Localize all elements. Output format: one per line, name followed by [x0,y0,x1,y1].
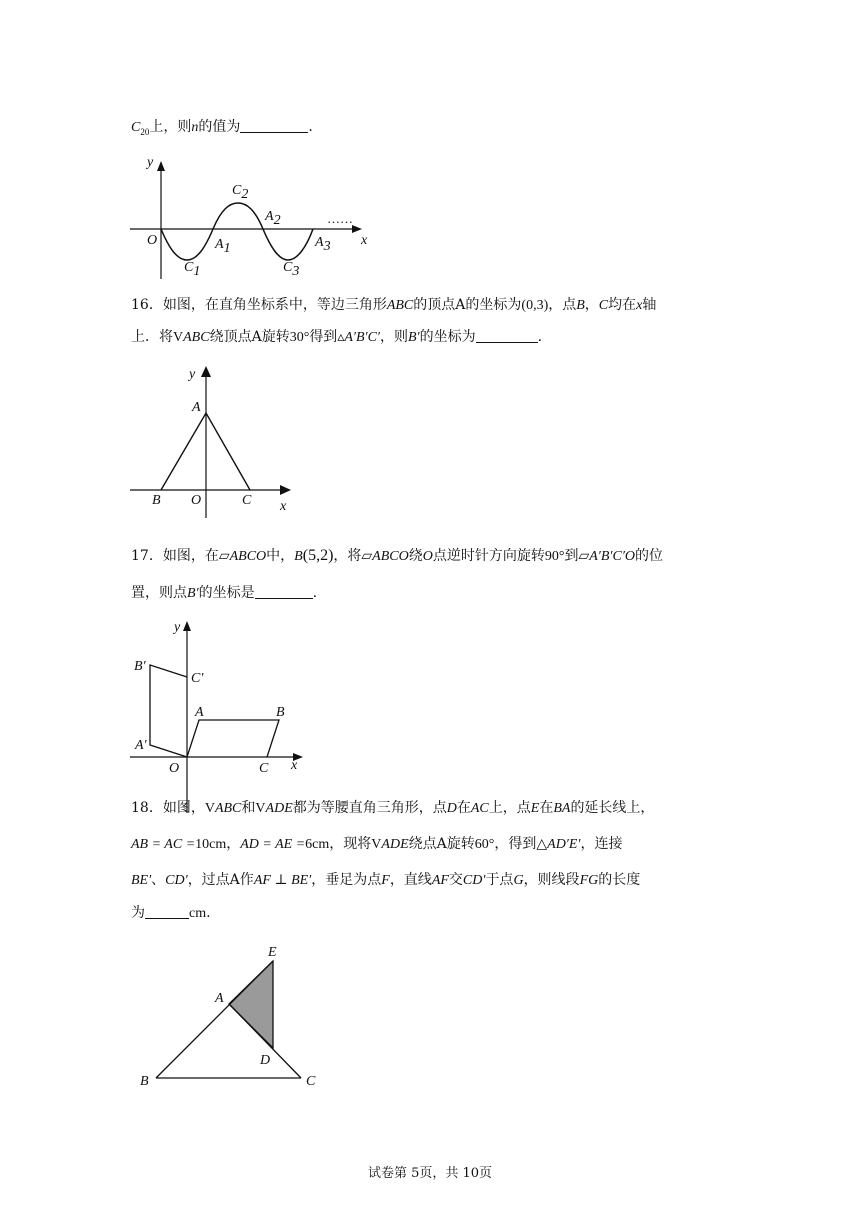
q15-text-post: 的值为 [198,119,241,135]
q15-answer-blank[interactable] [240,118,308,133]
page-footer: 试卷第 5页，共 10页 [367,1166,493,1181]
label-o: O [169,761,180,776]
q15-var-n: n [191,120,199,135]
q18-line-3: BE′、CD′，过点A作AF ⊥ BE′，垂足为点F，直线AF交CD′于点G，则线段FG的长度 [131,872,641,888]
q15-text-pre: 上，则 [149,119,192,135]
q18-answer-blank[interactable] [145,904,189,919]
y-axis-arrow [201,366,211,377]
label-a1: A1 [215,237,231,256]
q15-text: $C_{20}$上，则n的值为 . [131,119,313,137]
q18-triangle-figure [135,940,330,1090]
q16-answer-blank[interactable] [476,328,538,343]
q18-line-1: 18．如图，VABC和VADE都为等腰直角三角形，点D在AC上，点E在BA的延长线上， [131,800,655,816]
q18-line-2: AB = AC =10cm，AD = AE =6cm，现将VADE绕点A旋转60°，得到△AD′E′，连接 [131,836,623,852]
label-x: x [361,233,368,248]
label-o: O [191,493,202,508]
label-a: A [215,991,224,1006]
parallelogram-abco [187,720,279,757]
label-bp: B′ [134,659,146,674]
label-ellipsis: …… [327,211,353,226]
label-a: A [195,705,204,720]
y-axis-arrow [183,621,191,631]
q17-parallelogram-figure [125,615,310,815]
q15-var-c: $C_{20}$ [131,120,150,137]
x-axis-arrow [352,225,362,233]
label-e: E [268,945,277,960]
label-c: C [242,493,252,508]
label-x: x [291,758,298,773]
q17-line-1: 17．如图，在▱ABCO中，B(5,2)，将▱ABCO绕O点逆时针方向旋转90°到▱A′B′C′O的位 [131,547,663,564]
label-y: y [189,367,196,382]
label-b: B [276,705,285,720]
q17-line-2: 置，则点B′的坐标是 . [131,585,318,601]
triangle-ade-shaded [229,961,273,1048]
label-c2: C2 [232,183,249,202]
q18-number: 18． [131,800,163,816]
q16-line-2: 上．将VABC绕顶点A旋转30°得到▵A′B′C′，则B′的坐标为 . [131,329,543,345]
label-x: x [280,499,287,514]
label-a2: A2 [265,209,281,228]
label-b: B [152,493,161,508]
q18-line-4: 为 cm. [131,905,211,921]
q16-line-1: 16．如图，在直角坐标系中，等边三角形ABC的顶点A的坐标为(0,3)，点B，C均在x轴 [131,297,657,313]
q17-number: 17． [131,548,163,564]
y-axis-arrow [157,161,165,171]
label-y: y [147,155,154,170]
label-y: y [174,620,181,635]
q15-sine-figure [125,150,370,285]
x-axis-arrow [280,485,291,495]
label-c: C [306,1074,316,1089]
q16-number: 16． [131,297,163,313]
label-c: C [259,761,269,776]
label-c1: C1 [184,260,201,279]
label-cp: C′ [191,671,204,686]
label-b: B [140,1074,149,1089]
parallelogram-abco-rotated [150,665,187,757]
label-o: O [147,233,158,248]
label-a3: A3 [315,235,331,254]
q17-answer-blank[interactable] [255,584,313,599]
label-ap: A′ [135,738,147,753]
q16-triangle-figure [125,360,300,520]
label-d: D [260,1053,271,1068]
label-c3: C3 [283,260,300,279]
label-a: A [192,400,201,415]
sine-curve [161,203,313,260]
